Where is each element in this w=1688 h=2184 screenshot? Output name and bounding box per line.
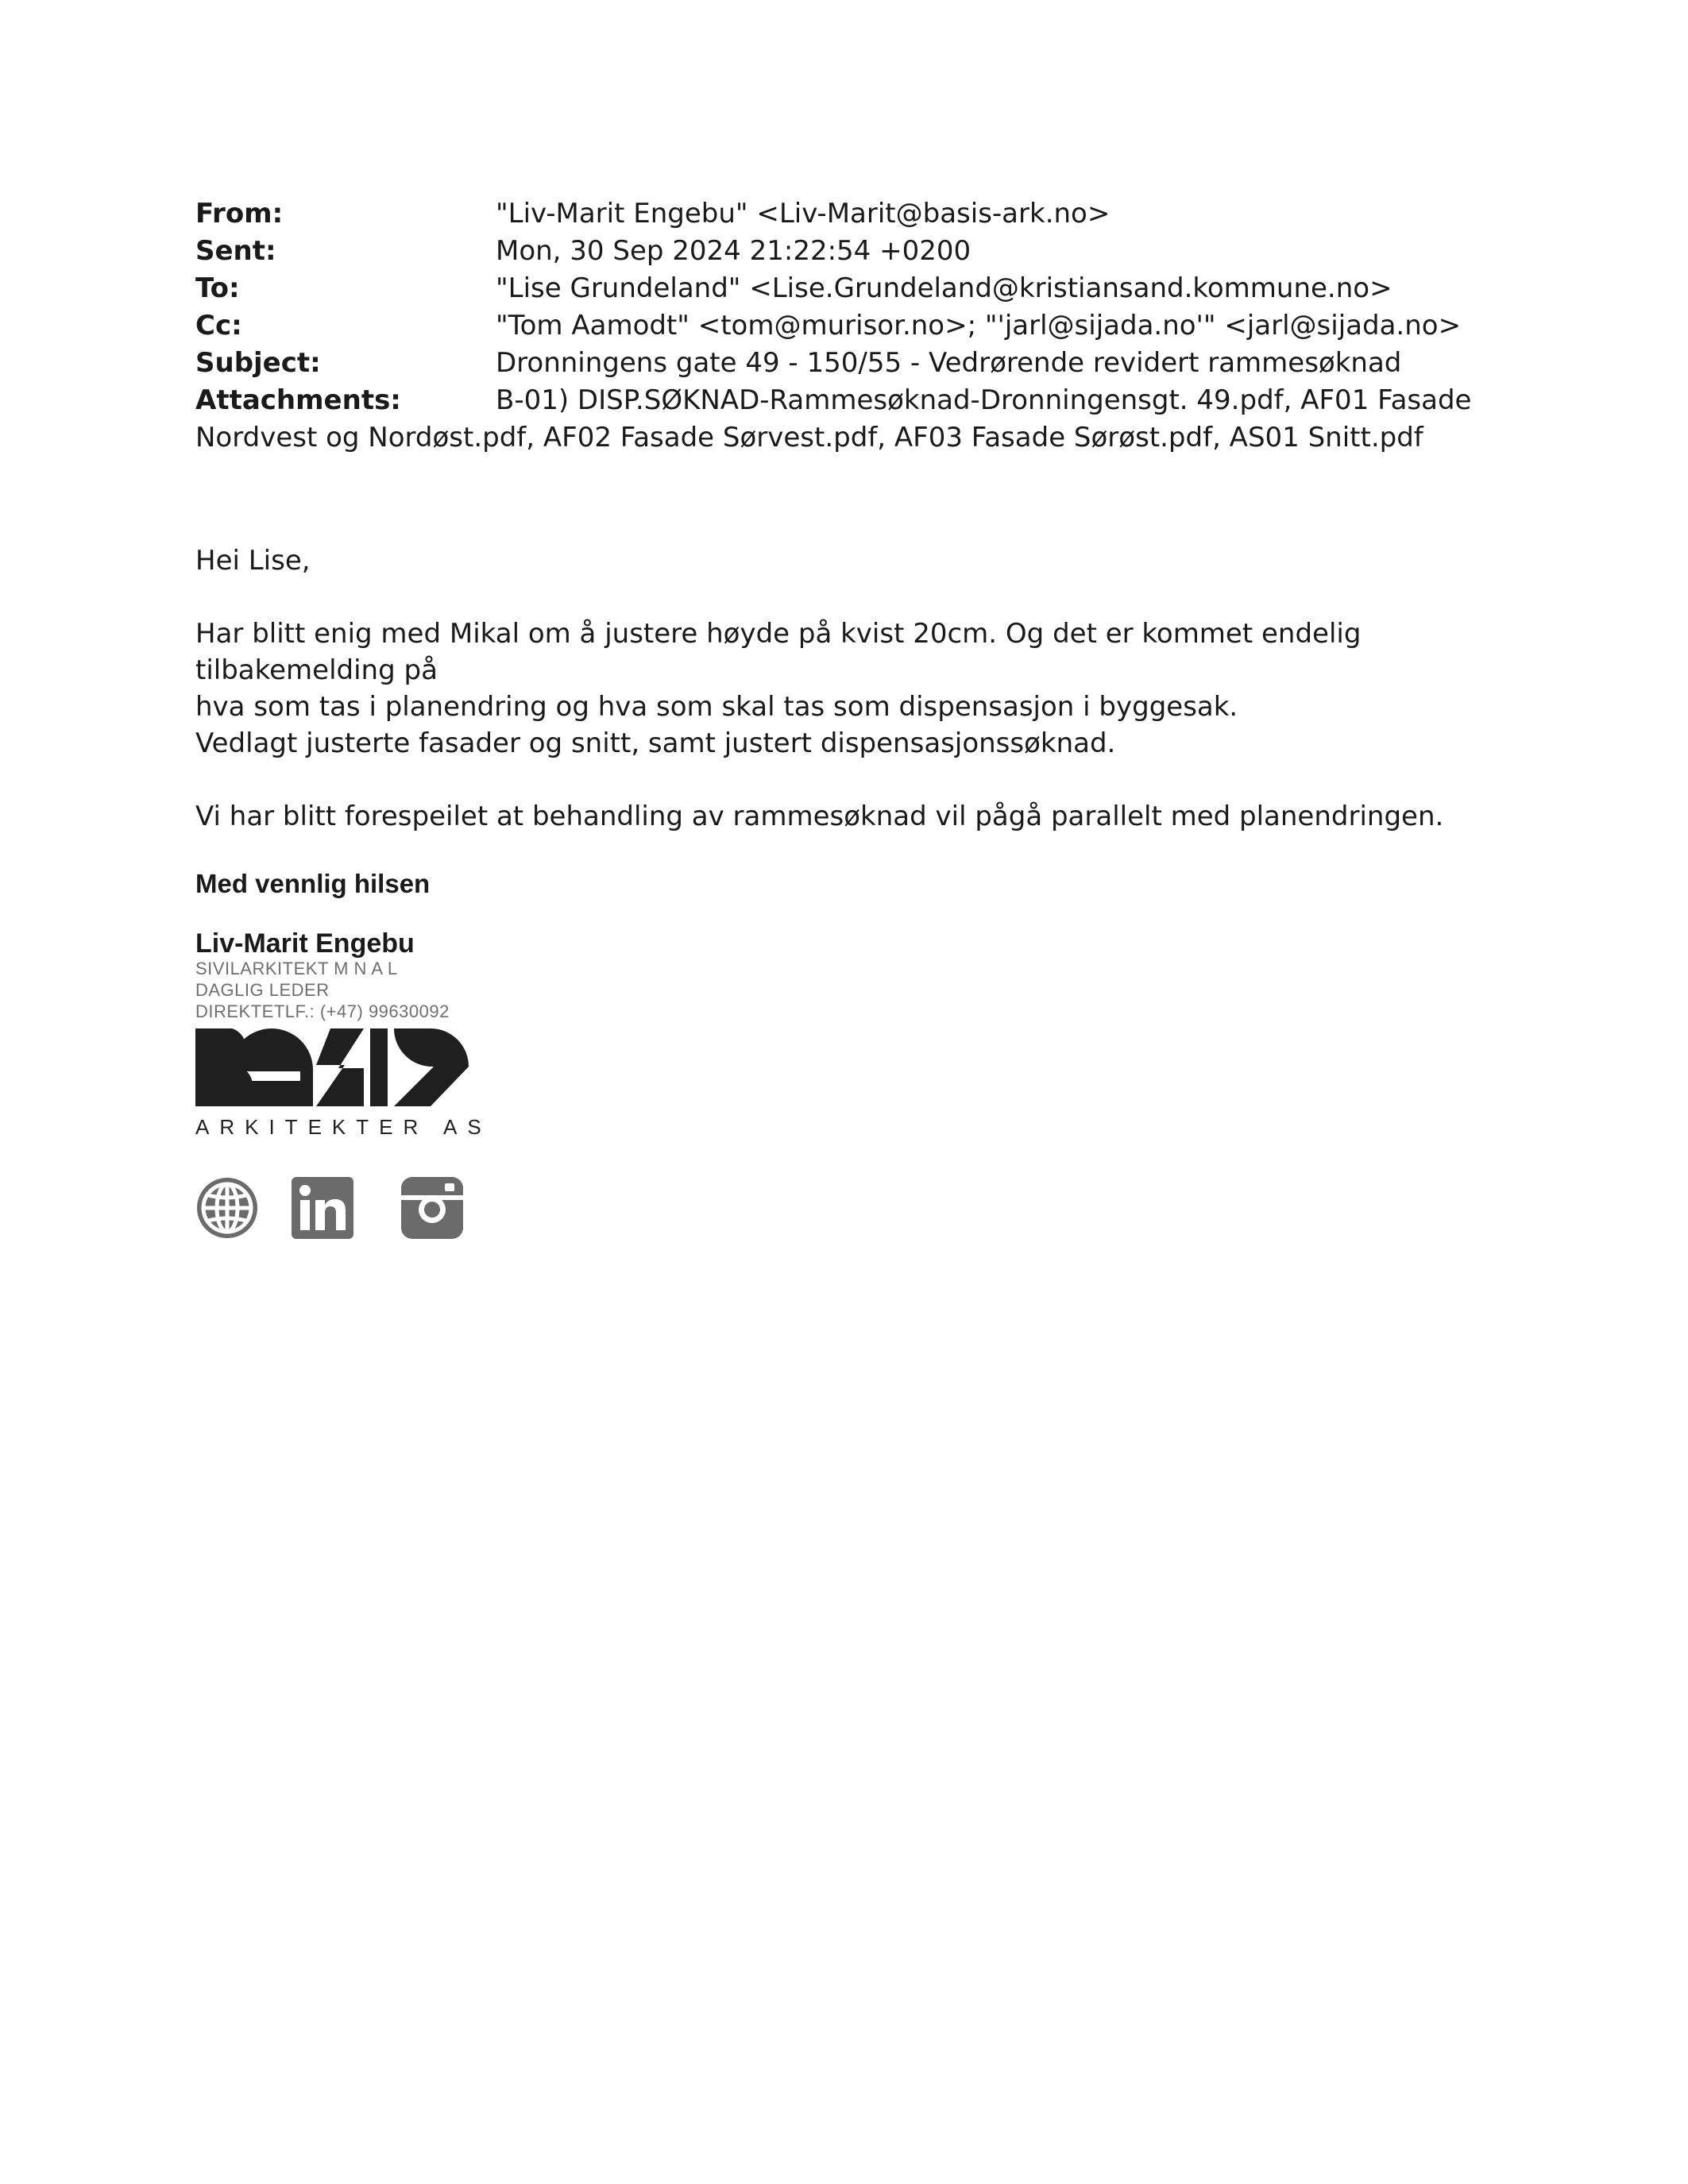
email-page (195, 195, 1498, 1240)
sent-value: Mon, 30 Sep 2024 21:22:54 +0200 (496, 235, 971, 267)
from-label: From: (195, 198, 284, 230)
basis-logo-mark (195, 1025, 473, 1109)
closing-text: Med vennlig hilsen (195, 869, 431, 898)
email-header (195, 195, 1498, 457)
subject-row (195, 345, 1498, 382)
logo-subtext: ARKITEKTER AS (195, 1115, 492, 1139)
cc-row (195, 307, 1498, 345)
signature-name: Liv-Marit Engebu (195, 928, 415, 959)
sent-row (195, 233, 1498, 270)
body-paragraph-2: Vi har blitt forespeilet at behandling av rammesøknad vil pågå parallelt med planendringen. (195, 801, 1444, 832)
subject-label: Subject: (195, 347, 321, 379)
cc-value: "Tom Aamodt" <tom@murisor.no>; "'jarl@sijada.no'" <jarl@sijada.no> (496, 310, 1462, 341)
attachments-label: Attachments: (195, 384, 401, 416)
to-row (195, 270, 1498, 307)
attachments-row (195, 382, 1498, 457)
body-line-3: Vedlagt justerte fasader og snitt, samt justert dispensasjonssøknad. (195, 727, 1116, 759)
greeting: Hei Lise, (195, 545, 311, 577)
signature-title: SIVILARKITEKT M N A L (195, 959, 398, 978)
attachments-value: B-01) DISP.SØKNAD-Rammesøknad-Dronningensgt. 49.pdf, AF01 Fasade Nordvest og Nordøst.pdf, AF02 Fasade Sørvest.pdf, AF03 Fasade Sørøst.pdf, AS01 Snitt.pdf (195, 384, 1472, 453)
to-value: "Lise Grundeland" <Lise.Grundeland@kristiansand.kommune.no> (496, 272, 1393, 304)
linkedin-icon[interactable] (291, 1176, 354, 1240)
signature-phone: DIREKTETLF.: (+47) 99630092 (195, 1001, 450, 1021)
instagram-icon[interactable] (400, 1176, 464, 1240)
from-value: "Liv-Marit Engebu" <Liv-Marit@basis-ark.no> (496, 198, 1111, 230)
basis-logo (195, 1025, 492, 1140)
signature-role: DAGLIG LEDER (195, 980, 330, 1000)
to-label: To: (195, 272, 240, 304)
email-body (195, 542, 1498, 835)
globe-icon[interactable] (195, 1176, 259, 1240)
social-icons (195, 1176, 1498, 1240)
subject-value: Dronningens gate 49 - 150/55 - Vedrørende revidert rammesøknad (496, 347, 1402, 379)
body-line-1: Har blitt enig med Mikal om å justere høyde på kvist 20cm. Og det er kommet endelig tilbakemelding på (195, 618, 1362, 686)
body-line-2: hva som tas i planendring og hva som skal tas som dispensasjon i byggesak. (195, 691, 1238, 723)
sent-label: Sent: (195, 235, 276, 267)
from-row (195, 195, 1498, 233)
cc-label: Cc: (195, 310, 242, 341)
